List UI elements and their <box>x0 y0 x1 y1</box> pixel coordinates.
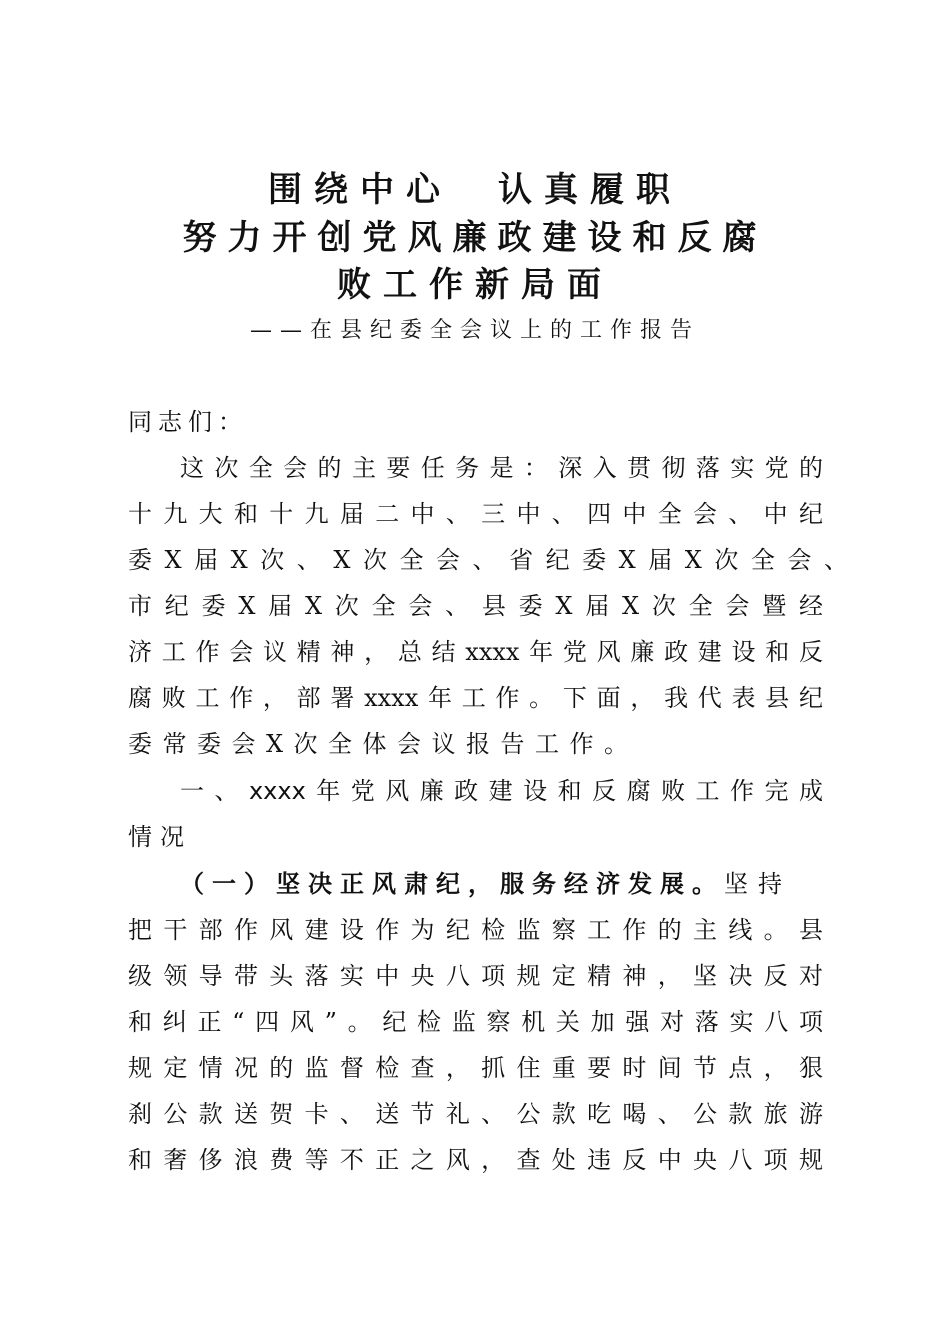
paragraph-1-line-5: 济工作会议精神，总结xxxx年党风廉政建设和反 <box>128 638 823 666</box>
section-1-heading-line-1: 一、xxxx年党风廉政建设和反腐败工作完成 <box>180 777 823 805</box>
subsection-1-line-4: 和纠正“四风”。纪检监察机关加强对落实八项 <box>128 1008 823 1036</box>
subsection-1-line-7: 和奢侈浪费等不正之风，查处违反中央八项规 <box>128 1146 823 1174</box>
subsection-1-first-line <box>180 869 823 899</box>
subsection-1-line-2: 把干部作风建设作为纪检监察工作的主线。县 <box>128 916 823 944</box>
paragraph-1-line-3: 委X届X次、X次全会、省纪委X届X次全会、 <box>128 546 848 574</box>
salutation: 同志们： <box>128 408 248 436</box>
title-line-1: 围绕中心 认真履职 <box>268 170 682 210</box>
paragraph-1-line-1: 这次全会的主要任务是：深入贯彻落实党的 <box>180 454 823 482</box>
subsection-1-line-3: 级领导带头落实中央八项规定精神，坚决反对 <box>128 962 823 990</box>
subtitle: ——在县纪委全会议上的工作报告 <box>249 318 700 343</box>
subsection-1-line-5: 规定情况的监督检查，抓住重要时间节点，狠 <box>128 1054 823 1082</box>
paragraph-1-line-7: 委常委会X次全体会议报告工作。 <box>128 730 628 758</box>
paragraph-1-line-4: 市纪委X届X次全会、县委X届X次全会暨经 <box>128 592 823 620</box>
subsection-1-line-6: 刹公款送贺卡、送节礼、公款吃喝、公款旅游 <box>128 1100 823 1128</box>
title-line-3: 败工作新局面 <box>337 265 613 305</box>
title-line-2: 努力开创党风廉政建设和反腐 <box>182 218 768 258</box>
section-1-heading-line-2: 情况 <box>128 823 192 851</box>
paragraph-1-line-6: 腐败工作，部署xxxx年工作。下面，我代表县纪 <box>128 684 823 712</box>
subsection-1-first-line-rest: 坚持 <box>724 870 792 898</box>
paragraph-1-line-2: 十九大和十九届二中、三中、四中全会、中纪 <box>128 500 823 528</box>
subsection-1-heading: （一）坚决正风肃纪，服务经济发展。 <box>180 870 724 898</box>
